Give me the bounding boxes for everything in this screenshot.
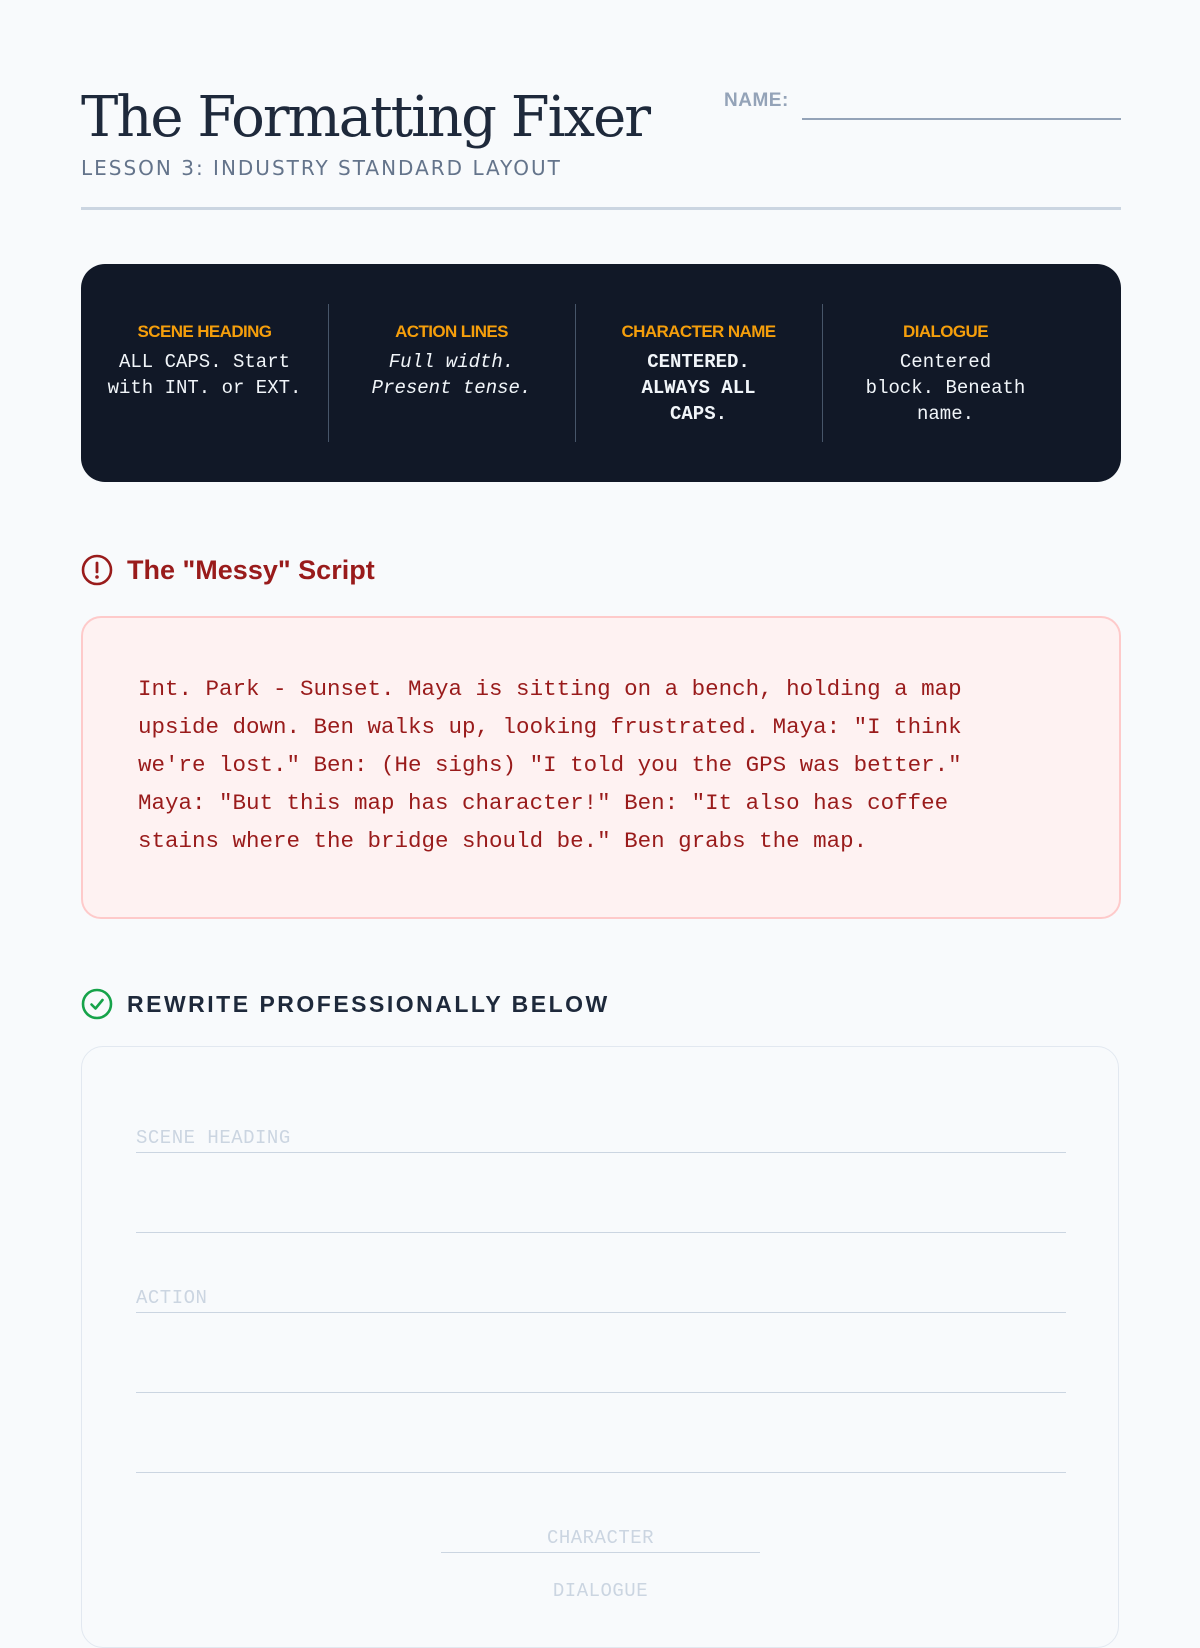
character-label: CHARACTER	[546, 1527, 655, 1549]
rule-character-name	[575, 304, 823, 442]
write-line[interactable]	[136, 1472, 1066, 1473]
rule-title: ACTION LINES	[395, 322, 508, 341]
dialogue-label: DIALOGUE	[552, 1580, 649, 1602]
messy-script-heading	[81, 553, 375, 587]
messy-script-box	[81, 616, 1121, 919]
rule-text: Full width. Present tense.	[371, 351, 532, 399]
page-title: The Formatting Fixer	[81, 85, 650, 150]
messy-script-text: Int. Park - Sunset. Maya is sitting on a bench, holding a map upside down. Ben walks up, looking frustrated. Maya: "I think we're lost." Ben: (He sighs) "I told you the GPS was better." Maya: "But this map has character!" Ben: "It also has coffee stains where the bridge should be." Ben grabs the map.	[138, 676, 962, 854]
worksheet-header	[81, 80, 1121, 210]
rule-title: SCENE HEADING	[137, 322, 272, 341]
check-circle-icon	[81, 988, 113, 1020]
action-line[interactable]	[136, 1312, 1066, 1313]
scene-heading-label: SCENE HEADING	[136, 1127, 291, 1149]
rewrite-title: REWRITE PROFESSIONALLY BELOW	[127, 990, 610, 1017]
rule-title: CHARACTER NAME	[621, 322, 776, 341]
rewrite-heading	[81, 987, 610, 1021]
header-divider	[81, 207, 1121, 210]
name-field[interactable]	[724, 90, 1121, 120]
name-write-line[interactable]	[802, 118, 1121, 120]
rule-text: CENTERED. ALWAYS ALL CAPS.	[641, 351, 756, 425]
scene-heading-line[interactable]	[136, 1152, 1066, 1153]
messy-script-title: The "Messy" Script	[127, 554, 375, 585]
rule-text: ALL CAPS. Start with INT. or EXT.	[107, 351, 302, 399]
rule-action-lines	[328, 304, 576, 442]
rule-dialogue	[822, 304, 1069, 442]
write-line[interactable]	[136, 1392, 1066, 1393]
alert-circle-icon	[81, 554, 113, 586]
formatting-rules-panel	[81, 264, 1121, 482]
character-line[interactable]	[441, 1552, 760, 1553]
lesson-subtitle: LESSON 3: INDUSTRY STANDARD LAYOUT	[81, 156, 562, 180]
rule-text: Centered block. Beneath name.	[865, 351, 1026, 425]
rewrite-area	[81, 1046, 1119, 1648]
write-line[interactable]	[136, 1232, 1066, 1233]
name-label: NAME:	[724, 90, 789, 111]
rule-scene-heading	[81, 304, 329, 442]
worksheet-page	[81, 0, 1121, 1600]
rule-title: DIALOGUE	[903, 322, 988, 341]
action-label: ACTION	[136, 1287, 208, 1309]
